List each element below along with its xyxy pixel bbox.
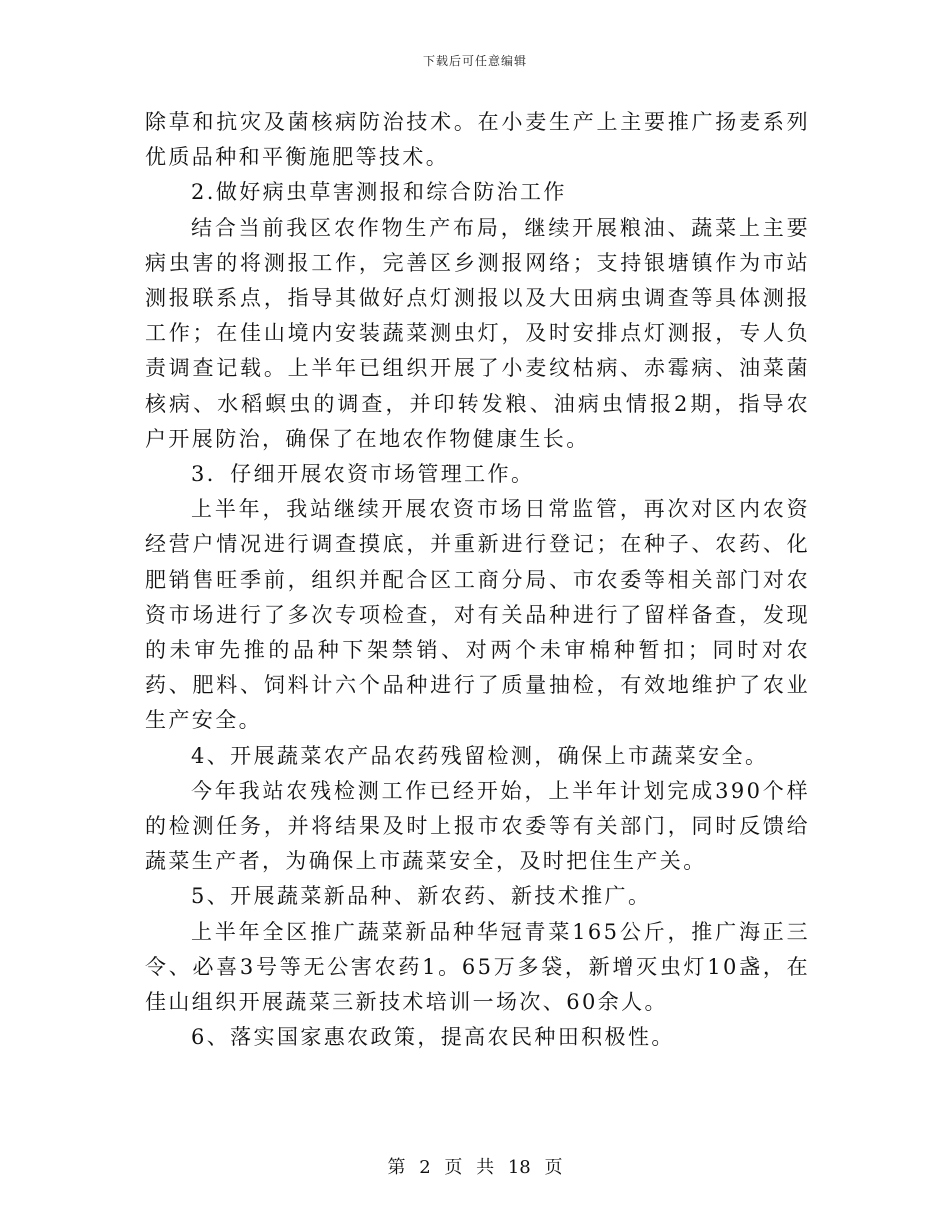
section-heading-2: 2.做好病虫草害测报和综合防治工作 (191, 180, 567, 205)
section-heading-4: 4、开展蔬菜农产品农药残留检测，确保上市蔬菜安全。 (191, 743, 769, 768)
paragraph-market-management: 上半年，我站继续开展农资市场日常监管，再次对区内农资经营户情况进行调查摸底，并重新进行登记；在种子、农药、化肥销售旺季前，组织并配合区工商分局、市农委等相关部门对农资市场进行了多次专项检查，对有关品种进行了留样备查，发现的未审先推的品种下架禁销、对两个未审棉种暂扣；同时对农药、肥料、饲料计六个品种进行了质量抽检，有效地维护了农业生产安全。 (145, 497, 810, 733)
section-heading-3: 3．仔细开展农资市场管理工作。 (191, 462, 535, 487)
document-body (145, 105, 810, 1055)
section-heading-5: 5、开展蔬菜新品种、新农药、新技术推广。 (191, 884, 652, 909)
page-header: 下载后可任意编辑 (422, 54, 527, 68)
paragraph-residue-testing: 今年我站农残检测工作已经开始，上半年计划完成390个样的检测任务，并将结果及时上报市农委等有关部门，同时反馈给蔬菜生产者，为确保上市蔬菜安全，及时把住生产关。 (145, 778, 810, 874)
paragraph-continuation: 除草和抗灾及菌核病防治技术。在小麦生产上主要推广扬麦系列优质品种和平衡施肥等技术。 (145, 110, 810, 170)
paragraph-pest-monitoring: 结合当前我区农作物生产布局，继续开展粮油、蔬菜上主要病虫害的将测报工作，完善区乡测报网络；支持银塘镇作为市站测报联系点，指导其做好点灯测报以及大田病虫调查等具体测报工作；在佳山境内安装蔬菜测虫灯，及时安排点灯测报，专人负责调查记载。上半年已组织开展了小麦纹枯病、赤霉病、油菜菌核病、水稻螟虫的调查，并印转发粮、油病虫情报2期，指导农户开展防治，确保了在地农作物健康生长。 (145, 215, 810, 451)
page-footer: 第 2 页 共 18 页 (387, 1157, 563, 1178)
paragraph-new-varieties: 上半年全区推广蔬菜新品种华冠青菜165公斤，推广海正三令、必喜3号等无公害农药1。65万多袋，新增灭虫灯10盏，在佳山组织开展蔬菜三新技术培训一场次、60余人。 (145, 919, 810, 1015)
section-heading-6: 6、落实国家惠农政策，提高农民种田积极性。 (191, 1025, 675, 1050)
